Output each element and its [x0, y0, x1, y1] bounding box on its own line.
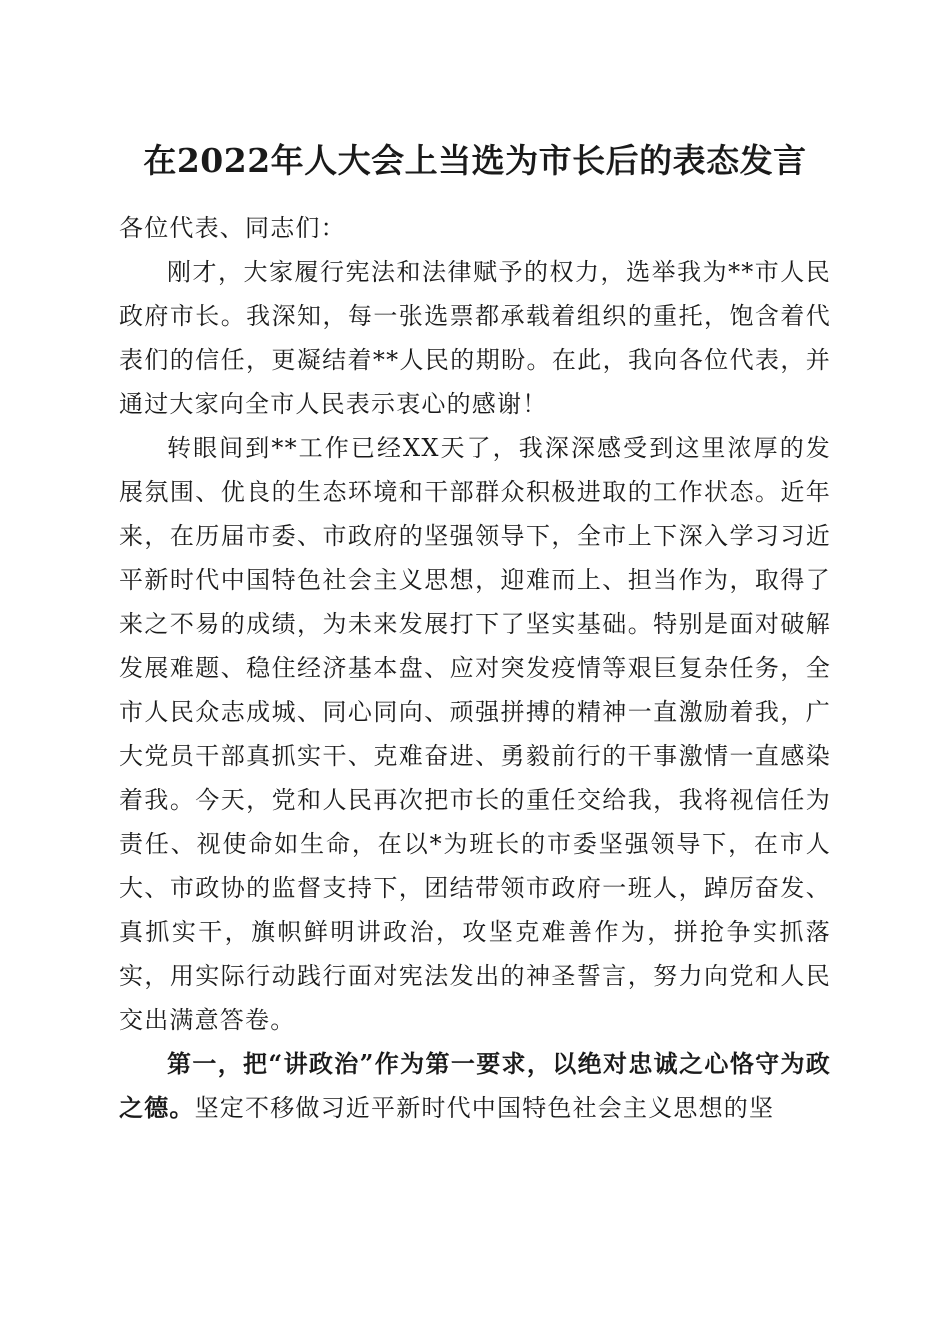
document-body [119, 206, 831, 1130]
paragraph-review: 转眼间到**工作已经XX天了，我深深感受到这里浓厚的发展氛围、优良的生态环境和干部群众积极进取的工作状态。近年来，在历届市委、市政府的坚强领导下，全市上下深入学习习近平新时代中国特色社会主义思想，迎难而上、担当作为，取得了来之不易的成绩，为未来发展打下了坚实基础。特别是面对破解发展难题、稳住经济基本盘、应对突发疫情等艰巨复杂任务，全市人民众志成城、同心同向、顽强拼搏的精神一直激励着我，广大党员干部真抓实干、克难奋进、勇毅前行的干事激情一直感染着我。今天，党和人民再次把市长的重任交给我，我将视信任为责任、视使命如生命，在以*为班长的市委坚强领导下，在市人大、市政协的监督支持下，团结带领市政府一班人，踔厉奋发、真抓实干，旗帜鲜明讲政治，攻坚克难善作为，拼抢争实抓落实，用实际行动践行面对宪法发出的神圣誓言，努力向党和人民交出满意答卷。 [119, 434, 831, 1034]
point-one-text: 坚定不移做习近平新时代中国特色社会主义思想的坚 [194, 1094, 775, 1122]
salutation: 各位代表、同志们： [119, 214, 346, 242]
paragraph-thanks: 刚才，大家履行宪法和法律赋予的权力，选举我为**市人民政府市长。我深知，每一张选票都承载着组织的重托，饱含着代表们的信任，更凝结着**人民的期盼。在此，我向各位代表，并通过大家向全市人民表示衷心的感谢！ [119, 258, 831, 418]
paragraph-point-one [119, 1042, 831, 1130]
document-title: 在2022年人大会上当选为市长后的表态发言 [143, 141, 807, 180]
point-one-heading: 第一，把“讲政治”作为第一要求，以绝对忠诚之心恪守为政之德。 [119, 1049, 831, 1122]
